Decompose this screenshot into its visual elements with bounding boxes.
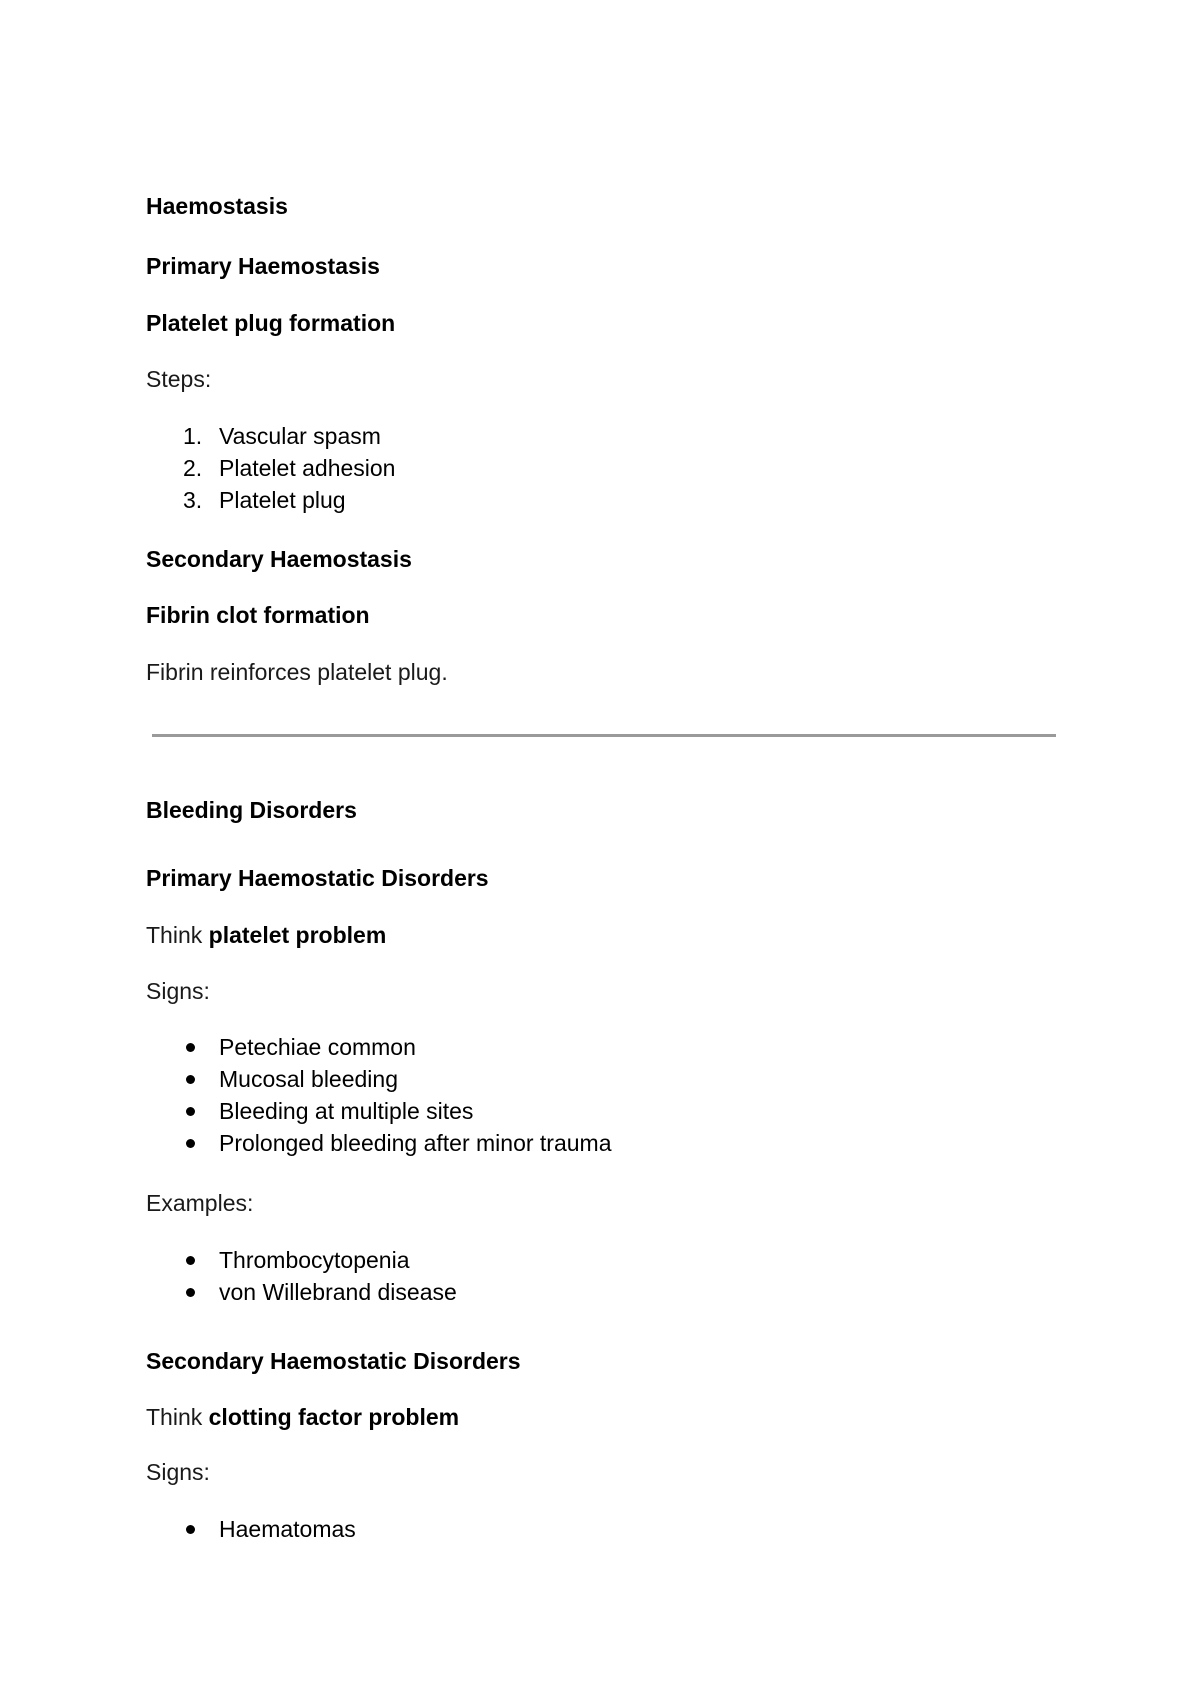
list-item	[146, 420, 1046, 452]
fibrin-text: Fibrin reinforces platelet plug.	[146, 659, 448, 685]
step-number: 3.	[183, 487, 203, 513]
think-prefix: Think	[146, 1404, 209, 1430]
sign-text: Bleeding at multiple sites	[219, 1098, 474, 1124]
bullet-icon	[186, 1043, 195, 1052]
think-prefix: Think	[146, 922, 209, 948]
step-text: Vascular spasm	[219, 423, 381, 449]
section-title-haemostasis: Haemostasis	[146, 193, 288, 219]
subheading-fibrin-clot: Fibrin clot formation	[146, 602, 370, 628]
list-item	[146, 1513, 1046, 1545]
step-number: 2.	[183, 455, 203, 481]
signs-list	[146, 1031, 1046, 1159]
think-bold-text: clotting factor problem	[208, 1404, 460, 1430]
bullet-icon	[186, 1139, 195, 1148]
example-text: Thrombocytopenia	[219, 1247, 410, 1273]
heading-secondary-disorders: Secondary Haemostatic Disorders	[146, 1348, 521, 1374]
sign-text: Prolonged bleeding after minor trauma	[219, 1130, 612, 1156]
bullet-icon	[186, 1525, 195, 1534]
think-bold-text: platelet problem	[208, 922, 387, 948]
steps-list	[146, 420, 1046, 516]
list-item	[146, 1063, 1046, 1095]
horizontal-divider	[152, 734, 1056, 737]
section-title-bleeding-disorders: Bleeding Disorders	[146, 797, 357, 823]
subheading-platelet-plug: Platelet plug formation	[146, 310, 396, 336]
think-clotting-line	[146, 1401, 459, 1433]
signs-label: Signs:	[146, 978, 210, 1004]
bullet-icon	[186, 1256, 195, 1265]
step-text: Platelet plug	[219, 487, 346, 513]
secondary-signs-list	[146, 1513, 1046, 1545]
list-item	[146, 484, 1046, 516]
bullet-icon	[186, 1075, 195, 1084]
examples-list	[146, 1244, 1046, 1308]
sign-text: Mucosal bleeding	[219, 1066, 399, 1092]
heading-secondary-haemostasis: Secondary Haemostasis	[146, 546, 412, 572]
bullet-icon	[186, 1107, 195, 1116]
sign-text: Petechiae common	[219, 1034, 416, 1060]
heading-primary-disorders: Primary Haemostatic Disorders	[146, 865, 489, 891]
bullet-icon	[186, 1288, 195, 1297]
sign-text: Haematomas	[219, 1516, 356, 1542]
list-item	[146, 1127, 1046, 1159]
think-platelet-line	[146, 919, 386, 951]
list-item	[146, 1244, 1046, 1276]
heading-primary-haemostasis: Primary Haemostasis	[146, 253, 380, 279]
list-item	[146, 1276, 1046, 1308]
steps-label: Steps:	[146, 366, 212, 392]
list-item	[146, 1095, 1046, 1127]
step-text: Platelet adhesion	[219, 455, 396, 481]
list-item	[146, 1031, 1046, 1063]
step-number: 1.	[183, 423, 203, 449]
examples-label: Examples:	[146, 1190, 254, 1216]
signs-label: Signs:	[146, 1459, 210, 1485]
list-item	[146, 452, 1046, 484]
example-text: von Willebrand disease	[219, 1279, 457, 1305]
